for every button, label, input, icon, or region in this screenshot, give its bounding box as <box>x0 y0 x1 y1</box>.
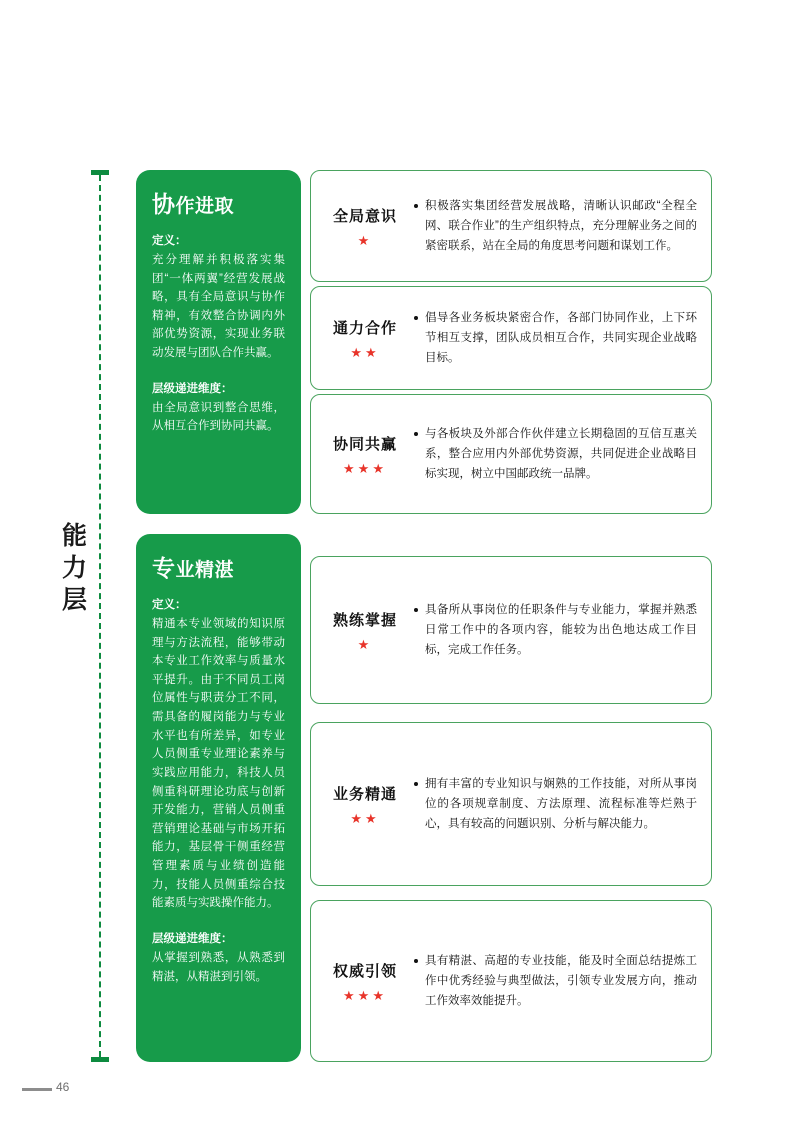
page-number: 46 <box>56 1080 70 1094</box>
level-description: 积极落实集团经营发展战略，清晰认识邮政“全程全网、联合作业”的生产组织特点，充分理解业务之间的紧密联系，站在全局的角度思考问题和谋划工作。 <box>425 199 697 253</box>
level-box <box>310 900 712 1062</box>
level-description: 拥有丰富的专业知识与娴熟的工作技能，对所从事岗位的各项规章制度、方法原理、流程标准等烂熟于心，具有较高的问题识别、分析与解决能力。 <box>425 777 697 831</box>
level-name: 协同共赢 <box>332 436 397 453</box>
level-name: 熟练掌握 <box>332 612 397 629</box>
definition-heading: 定义： <box>152 234 187 247</box>
level-stars: ★★ <box>350 345 380 360</box>
level-label <box>311 205 419 247</box>
bullet-icon <box>414 782 418 786</box>
level-box <box>310 556 712 704</box>
level-box <box>310 394 712 514</box>
level-description-wrap <box>419 308 711 368</box>
bullet-icon <box>414 204 418 208</box>
level-description-wrap <box>419 600 711 660</box>
competency-card-expertise <box>136 534 301 1062</box>
level-box <box>310 170 712 282</box>
card-title <box>152 556 285 582</box>
definition-text: 充分理解并积极落实集团“一体两翼”经营发展战略，具有全局意识与协作精神，有效整合协调内外部优势资源，实现业务联动发展与团队合作共赢。 <box>152 253 285 360</box>
axis-cap-bottom <box>91 1057 109 1062</box>
level-description-wrap <box>419 424 711 484</box>
dimension-heading: 层级递进维度： <box>152 382 233 395</box>
level-name: 通力合作 <box>332 320 397 337</box>
bullet-icon <box>414 432 418 436</box>
level-description-wrap <box>419 774 711 834</box>
dimension-text: 从掌握到熟悉，从熟悉到精湛，从精湛到引领。 <box>152 951 285 983</box>
competency-card-collaboration <box>136 170 301 514</box>
level-description-wrap <box>419 951 711 1011</box>
level-label <box>311 960 419 1002</box>
level-stars: ★★★ <box>343 461 387 476</box>
axis-label: 能力层 <box>61 522 88 614</box>
capability-axis <box>88 170 112 1062</box>
dimension-heading: 层级递进维度： <box>152 932 233 945</box>
level-description: 与各板块及外部合作伙伴建立长期稳固的互信互惠关系，整合应用内外部优势资源，共同促进企业战略目标实现，树立中国邮政统一品牌。 <box>425 427 697 481</box>
level-description-wrap <box>419 196 711 256</box>
level-name: 业务精通 <box>332 786 397 803</box>
level-description: 倡导各业务板块紧密合作，各部门协同作业，上下环节相互支撑，团队成员相互合作，共同实现企业战略目标。 <box>425 311 697 365</box>
level-description: 具备所从事岗位的任职条件与专业能力，掌握并熟悉日常工作中的各项内容，能较为出色地达成工作目标，完成工作任务。 <box>425 603 697 657</box>
definition-text: 精通本专业领域的知识原理与方法流程，能够带动本专业工作效率与质量水平提升。由于不同员工岗位属性与职责分工不同，需具备的履岗能力与专业水平也有所差异，如专业人员侧重专业理论素养与实践应用能力，科技人员侧重科研理论功底与创新开发能力，营销人员侧重营销理论基础与市场开拓能力，基层骨干侧重经营管理素质与业绩创造能力，技能人员侧重综合技能素质与实践操作能力。 <box>152 617 285 910</box>
level-label <box>311 609 419 651</box>
dimension-text: 由全局意识到整合思维，从相互合作到协同共赢。 <box>152 401 285 433</box>
card-title-lead: 协 <box>152 191 176 217</box>
level-name: 权威引领 <box>332 963 397 980</box>
level-label <box>311 433 419 475</box>
axis-dashed-line <box>99 175 101 1057</box>
level-label <box>311 317 419 359</box>
level-stars: ★★★ <box>343 988 387 1003</box>
level-name: 全局意识 <box>332 208 397 225</box>
footer-divider <box>22 1088 52 1091</box>
level-description: 具有精湛、高超的专业技能，能及时全面总结提炼工作中优秀经验与典型做法，引领专业发展方向，推动工作效率效能提升。 <box>425 954 697 1008</box>
card-title-rest: 作进取 <box>175 196 235 217</box>
level-box <box>310 722 712 886</box>
level-stars: ★ <box>357 637 373 652</box>
card-title-rest: 业精湛 <box>175 560 235 581</box>
card-title-lead: 专 <box>152 555 176 581</box>
spacer <box>152 913 285 922</box>
bullet-icon <box>414 959 418 963</box>
bullet-icon <box>414 316 418 320</box>
level-label <box>311 783 419 825</box>
bullet-icon <box>414 608 418 612</box>
definition-heading: 定义： <box>152 598 187 611</box>
level-stars: ★ <box>357 233 373 248</box>
level-box <box>310 286 712 390</box>
spacer <box>152 363 285 372</box>
level-stars: ★★ <box>350 811 380 826</box>
card-title <box>152 192 285 218</box>
